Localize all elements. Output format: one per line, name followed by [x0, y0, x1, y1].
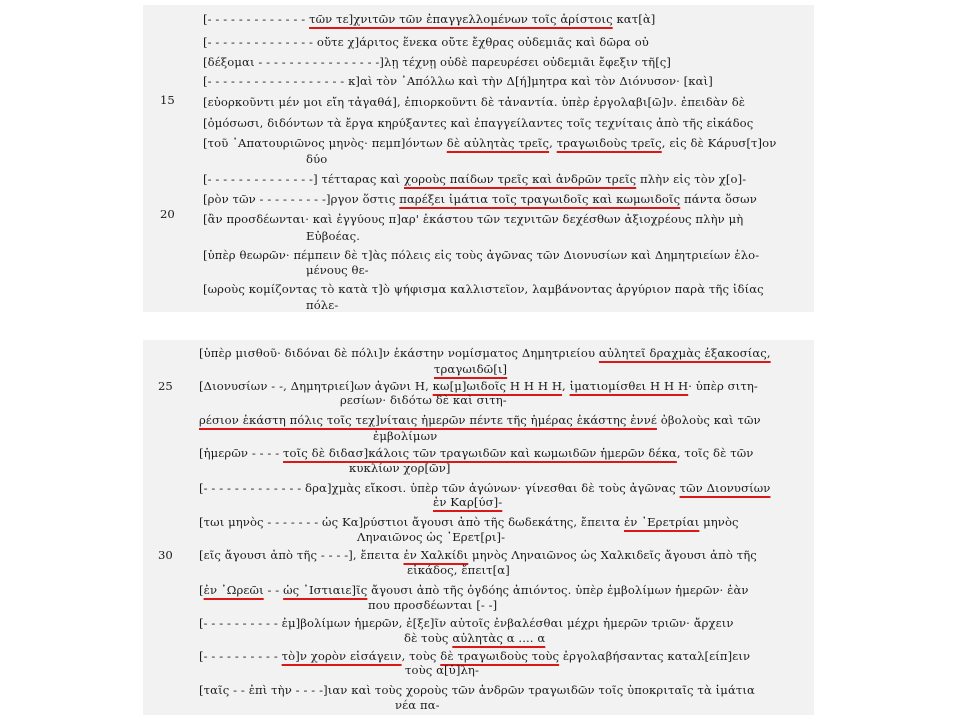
top-inscription-line	[203, 35, 649, 49]
top-inscription-line	[203, 12, 655, 26]
bottom-inscription-line	[373, 429, 437, 443]
text-segment: πάντα ὅσων	[680, 192, 757, 206]
underlined-phrase: αὐλητεῖ δραχμὰς ἑξακοσίας,	[598, 346, 771, 360]
top-inscription-line	[203, 172, 746, 186]
text-segment: [εῖς ἄγουσι ἀπὸ τῆς - - - -], ἔπειτα	[199, 548, 404, 562]
bottom-inscription-line	[349, 461, 451, 475]
bottom-inscription-line	[199, 548, 757, 562]
text-segment: , τοῖς δὲ τῶν	[676, 446, 754, 460]
top-inscription-line	[203, 192, 757, 206]
bottom-inscription-line	[434, 362, 507, 376]
text-segment: [ωροὺς κομίζοντας τὸ κατὰ τ]ὸ ψήφισμα καλλιστεῖον, λαμβάνοντας ἀργύριον παρὰ τῆς ἰδίας	[203, 282, 764, 296]
bottom-inscription-line	[340, 393, 507, 407]
underlined-phrase: τοῖς δὲ διδασ]κάλοις τῶν τραγωιδῶν καὶ κωμωιδῶν ἡμερῶν δέκα	[283, 446, 677, 460]
bottom-inscription-line	[395, 698, 440, 712]
bottom-inscription-line	[199, 515, 739, 529]
text-segment: ἐμβολίμων	[373, 429, 438, 443]
underlined-phrase: χοροὺς παίδων τρεῖς καὶ ἀνδρῶν τρεῖς	[404, 172, 637, 186]
underlined-phrase: ἐν Χαλκίδι	[403, 548, 469, 562]
text-segment: δύο	[306, 152, 328, 166]
text-segment: [ρὸν τῶν - - - - - - - - -]ργον ὅστις	[203, 192, 400, 206]
underlined-phrase: δὲ αὐλητὰς τρεῖς	[446, 136, 550, 150]
bottom-inscription-line	[405, 663, 479, 677]
text-segment: Ληναιῶνος ὡς ᾿Ερετ[ρι]-	[357, 530, 506, 544]
text-segment: μηνὸς Ληναιῶνος ὡς Χαλκιδεῖς ἄγουσι ἀπὸ τῆς	[468, 548, 757, 562]
bottom-inscription-line	[199, 481, 770, 495]
underlined-phrase: τραγωιδῶ[ι]	[434, 362, 508, 376]
line-number-30: 30	[158, 548, 173, 562]
top-inscription-line	[203, 116, 753, 130]
bottom-inscription-line	[199, 649, 750, 663]
text-segment: ἄγουσι ἀπὸ τῆς ὀγδόης ἀπιόντος. ὑπὲρ ἐμβολίμων ἡμερῶν· ἐὰν	[367, 583, 749, 597]
bottom-inscription-line	[404, 631, 545, 645]
bottom-inscription-line	[357, 530, 505, 544]
inscription-panel-top	[143, 5, 814, 312]
text-segment: ,	[562, 379, 570, 393]
bottom-inscription-line	[433, 495, 502, 509]
text-segment: [Διονυσίων - -, Δημητριεί]ων ἀγῶνι Η,	[199, 379, 433, 393]
underlined-phrase: τῶν τε]χνιτῶν τῶν ἐπαγγελλομένων τοῖς ἀρίστοις	[309, 12, 613, 26]
line-number-15: 15	[160, 93, 175, 107]
underlined-phrase: ἐν Καρ[ύσ]-	[433, 495, 503, 509]
text-segment: [- - - - - - - - - - - - - - οὔτε χ]άριτος ἕνεκα οὔτε ἔχθρας οὐδεμιᾶς καὶ δῶρα οὐ	[203, 35, 649, 49]
text-segment: [ὀμόσωσι, διδόντων τὰ ἔργα κηρύξαντες καὶ ἐπαγγείλαντες τοῖς τεχνίταις ἀπὸ τῆς εἰκάδος	[203, 116, 754, 130]
text-segment: ἐργολαβήσαντας καταλ[είπ]ειν	[559, 649, 751, 663]
bottom-inscription-line	[368, 598, 497, 612]
text-segment: κατ[ὰ]	[612, 12, 656, 26]
text-segment: [	[199, 583, 204, 597]
top-inscription-line	[203, 74, 713, 88]
text-segment: δὲ τοὺς	[404, 631, 453, 645]
underlined-phrase: δὲ τραγωιδοὺς τοὺς	[440, 649, 560, 663]
underlined-phrase: αὐλητὰς α .... α	[452, 631, 546, 645]
text-segment: [- - - - - - - - - - - - - δρα]χμὰς εἴκοσι. ὑπὲρ τῶν ἀγώνων· γίνεσθαι δὲ τοὺς ἀγῶνας	[199, 481, 680, 495]
underlined-phrase: ὡς ᾿Ιστιαιε]ῖς	[283, 583, 368, 597]
text-segment: [- - - - - - - - - -	[199, 649, 282, 663]
text-segment: [ταῖς - - ἐπὶ τὴν - - - -]ιαν καὶ τοὺς χοροὺς τῶν ἀνδρῶν τραγωιδῶν τοῖς ὑποκριταῖς τὰ ἱμάτια	[199, 683, 755, 697]
text-segment: μένους θε-	[306, 263, 369, 277]
text-segment: [δέξομαι - - - - - - - - - - - - - - - -]λῃ τέχνῃ οὐδὲ παρευρέσει οὐδεμιᾶι ἔφεξιν τῆ[ς]	[203, 55, 672, 69]
bottom-inscription-line	[199, 379, 758, 393]
text-segment: [- - - - - - - - - - - - - - - - - - κ]αὶ τὸν ᾿Απόλλω καὶ τὴν Δ[ή]μητρα καὶ τὸν Διόνυσον· [καὶ]	[203, 74, 713, 88]
underlined-phrase: κω[μ]ωιδοῖς Η Η Η Η	[432, 379, 563, 393]
top-inscription-line	[306, 229, 360, 243]
top-inscription-line	[306, 152, 327, 166]
top-inscription-line	[203, 212, 743, 226]
text-segment: [ὑπὲρ θεωρῶν· πέμπειν δὲ τ]ὰς πόλεις εἰς τοὺς ἀγῶνας τῶν Διονυσίων καὶ Δημητριείων ἑλο-	[203, 248, 760, 262]
underlined-phrase: ἐν ᾿Ωρεῶι	[203, 583, 264, 597]
text-segment: [- - - - - - - - - - - - - -] τέτταρας καὶ	[203, 172, 404, 186]
text-segment: , εἰς δὲ Κάρυσ[τ]ον	[661, 136, 777, 150]
top-inscription-line	[306, 263, 369, 277]
text-segment: [ἂν προσδέωνται· καὶ ἐγγύους π]αρ' ἑκάστου τῶν τεχνιτῶν δεχέσθων ἀξιοχρέους πλὴν μὴ	[203, 212, 744, 226]
bottom-inscription-line	[199, 583, 749, 597]
text-segment: [τωι μηνὸς - - - - - - - ὡς Κα]ρύστιοι ἄγουσι ἀπὸ τῆς δωδεκάτης, ἔπειτα	[199, 515, 624, 529]
text-segment: πόλε-	[306, 298, 339, 312]
text-segment: ὀβολοὺς καὶ τῶν	[656, 413, 761, 427]
underlined-phrase: ρέσιον ἑκάστη πόλις τοῖς τεχ]νίταις ἡμερῶν πέντε τῆς ἡμέρας ἑκάστης ἐννέ	[199, 413, 657, 427]
top-inscription-line	[203, 282, 764, 296]
top-inscription-line	[203, 55, 671, 69]
bottom-inscription-line	[199, 413, 761, 427]
text-segment: , τοὺς	[401, 649, 441, 663]
text-segment: πλὴν εἰς τὸν χ[ο]-	[636, 172, 747, 186]
text-segment: εἰκάδος, ἔπειτ[α]	[407, 563, 510, 577]
text-segment: ρεσίων· διδότω δὲ καὶ σιτη-	[340, 393, 507, 407]
top-inscription-line	[306, 298, 338, 312]
top-inscription-line	[203, 136, 776, 150]
text-segment: [ὑπὲρ μισθοῦ· διδόναι δὲ πόλι]ν ἑκάστην νομίσματος Δημητριείου	[199, 346, 599, 360]
bottom-inscription-line	[199, 616, 734, 630]
underlined-phrase: τὸ]ν χορὸν εἰσάγειν	[281, 649, 402, 663]
text-segment: κυκλίων χορ[ῶν]	[349, 461, 451, 475]
text-segment: · ὑπὲρ σιτη-	[688, 379, 758, 393]
top-inscription-line	[203, 248, 759, 262]
line-number-25: 25	[158, 379, 173, 393]
text-segment: [τοῦ ᾿Απατουριῶνος μηνὸς· πεμπ]όντων	[203, 136, 447, 150]
bottom-inscription-line	[407, 563, 510, 577]
top-inscription-line	[203, 95, 745, 109]
underlined-phrase: ἐν ᾿Ερετρίαι	[623, 515, 700, 529]
text-segment: που προσδέωνται [- -]	[368, 598, 498, 612]
bottom-inscription-line	[199, 683, 755, 697]
text-segment: ,	[549, 136, 557, 150]
text-segment: Εὐβοέας.	[306, 229, 361, 243]
underlined-phrase: τραγωιδοὺς τρεῖς	[556, 136, 662, 150]
text-segment: τοὺς α[ὐ]λη-	[405, 663, 479, 677]
text-segment: [- - - - - - - - - - - - -	[203, 12, 310, 26]
bottom-inscription-line	[199, 346, 771, 360]
underlined-phrase: ἱματιομίσθει Η Η Η	[569, 379, 689, 393]
underlined-phrase: παρέξει ἱμάτια τοῖς τραγωιδοῖς καὶ κωμωιδοῖς	[399, 192, 681, 206]
bottom-inscription-line	[199, 446, 753, 460]
text-segment: [ἡμερῶν - - - -	[199, 446, 284, 460]
text-segment: [- - - - - - - - - - ἐμ]βολίμων ἡμερῶν, ἐ[ξε]ῖν αὐτοῖς ἐνβαλέσθαι μέχρι ἡμερῶν τριῶν· ἄρχειν	[199, 616, 734, 630]
text-segment: [εὐορκοῦντι μέν μοι εἴη τἀγαθά], ἐπιορκοῦντι δὲ τἀναντία. ὑπὲρ ἐργολαβι[ῶ]ν. ἐπειδὰν δὲ	[203, 95, 746, 109]
line-number-20: 20	[160, 207, 175, 221]
text-segment: νέα πα-	[395, 698, 440, 712]
text-segment: - -	[263, 583, 284, 597]
underlined-phrase: τῶν Διονυσίων	[679, 481, 771, 495]
text-segment: μηνὸς	[699, 515, 739, 529]
